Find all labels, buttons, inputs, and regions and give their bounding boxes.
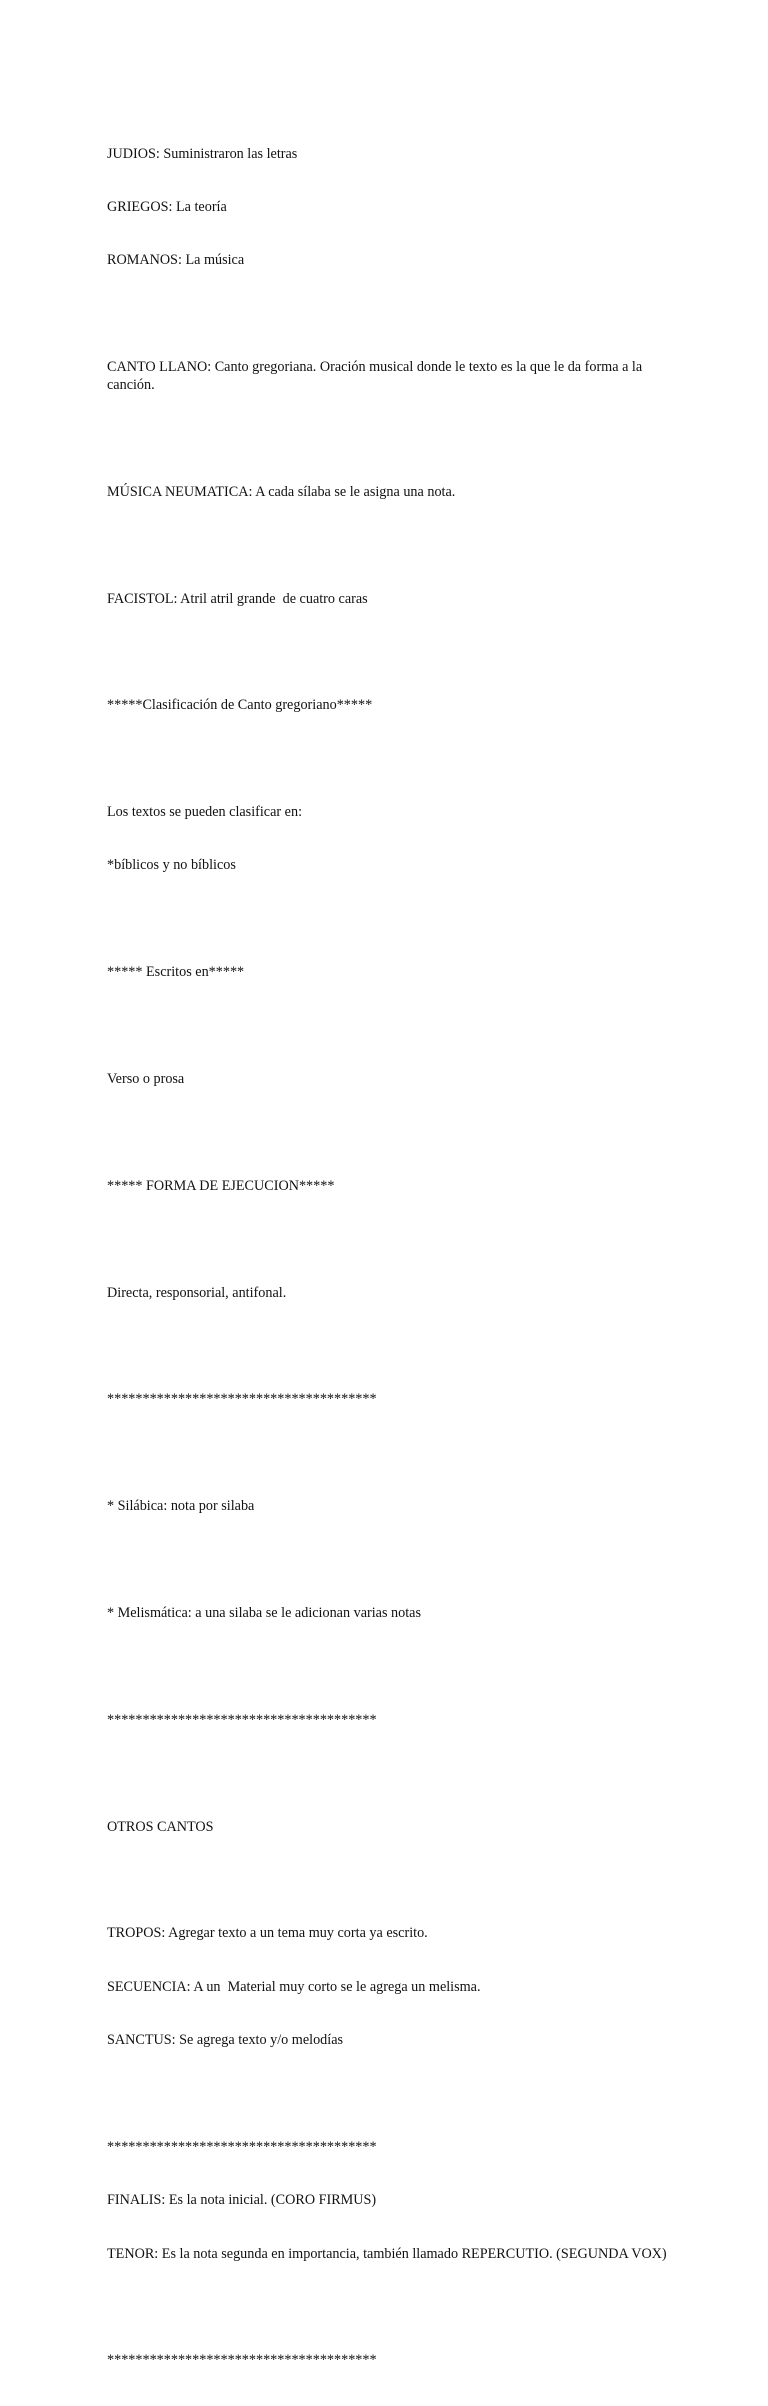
text-line: Verso o prosa (107, 1071, 185, 1088)
text-line: ************************************** (107, 1711, 377, 1728)
separator-asterisks (107, 2317, 677, 2406)
paragraph-finalis-tenor (107, 2103, 677, 2299)
text-line: *bíblicos y no bíblicos (107, 857, 236, 874)
text-line: TROPOS: Agregar texto a un tema muy corta ya escrito. (107, 1925, 428, 1942)
heading-clasificacion (107, 662, 677, 751)
document-body (107, 110, 677, 2406)
separator-asterisks (107, 1676, 677, 1765)
paragraph-silabica (107, 1463, 677, 1552)
text-line: FINALIS: Es la nota inicial. (CORO FIRMUS) (107, 2192, 377, 2209)
paragraph-verso-prosa (107, 1035, 677, 1124)
text-line: JUDIOS: Suministraron las letras (107, 145, 298, 162)
text-line: ROMANOS: La música (107, 252, 245, 269)
paragraph-melismatica (107, 1569, 677, 1658)
paragraph-directa (107, 1249, 677, 1338)
text-line: MÚSICA NEUMATICA: A cada sílaba se le asigna una nota. (107, 483, 456, 500)
text-line: CANTO LLANO: Canto gregoriana. Oración musical donde le texto es la que le da forma a la canción. (107, 359, 646, 393)
paragraph-facistol (107, 555, 677, 644)
text-line: ************************************** (107, 1391, 377, 1408)
text-line: ***** Escritos en***** (107, 964, 245, 981)
text-line: TENOR: Es la nota segunda en importancia, también llamado REPERCUTIO. (SEGUNDA VOX) (107, 2245, 667, 2262)
separator-asterisks (107, 1356, 677, 1445)
heading-otros-cantos (107, 1783, 677, 1872)
text-line: Directa, responsorial, antifonal. (107, 1284, 287, 1301)
text-line: ***** FORMA DE EJECUCION***** (107, 1177, 335, 1194)
text-line: * Silábica: nota por silaba (107, 1498, 255, 1515)
text-line: ************************************** (107, 2352, 377, 2369)
paragraph-textos (107, 768, 677, 910)
heading-escritos (107, 929, 677, 1018)
text-line: SECUENCIA: A un Material muy corto se le agrega un melisma. (107, 1978, 481, 1995)
text-line: ************************************** (107, 2138, 377, 2155)
text-line: GRIEGOS: La teoría (107, 198, 227, 215)
paragraph-origins (107, 110, 677, 306)
paragraph-canto-llano (107, 324, 677, 431)
paragraph-musica-neumatica (107, 448, 677, 537)
text-line: SANCTUS: Se agrega texto y/o melodías (107, 2032, 344, 2049)
text-line: OTROS CANTOS (107, 1818, 214, 1835)
text-line: *****Clasificación de Canto gregoriano***** (107, 697, 373, 714)
text-line: * Melismática: a una silaba se le adicionan varias notas (107, 1604, 421, 1621)
text-line: Los textos se pueden clasificar en: (107, 804, 303, 821)
paragraph-tropos (107, 1890, 677, 2086)
heading-forma-ejecucion (107, 1142, 677, 1231)
text-line: FACISTOL: Atril atril grande de cuatro caras (107, 590, 368, 607)
